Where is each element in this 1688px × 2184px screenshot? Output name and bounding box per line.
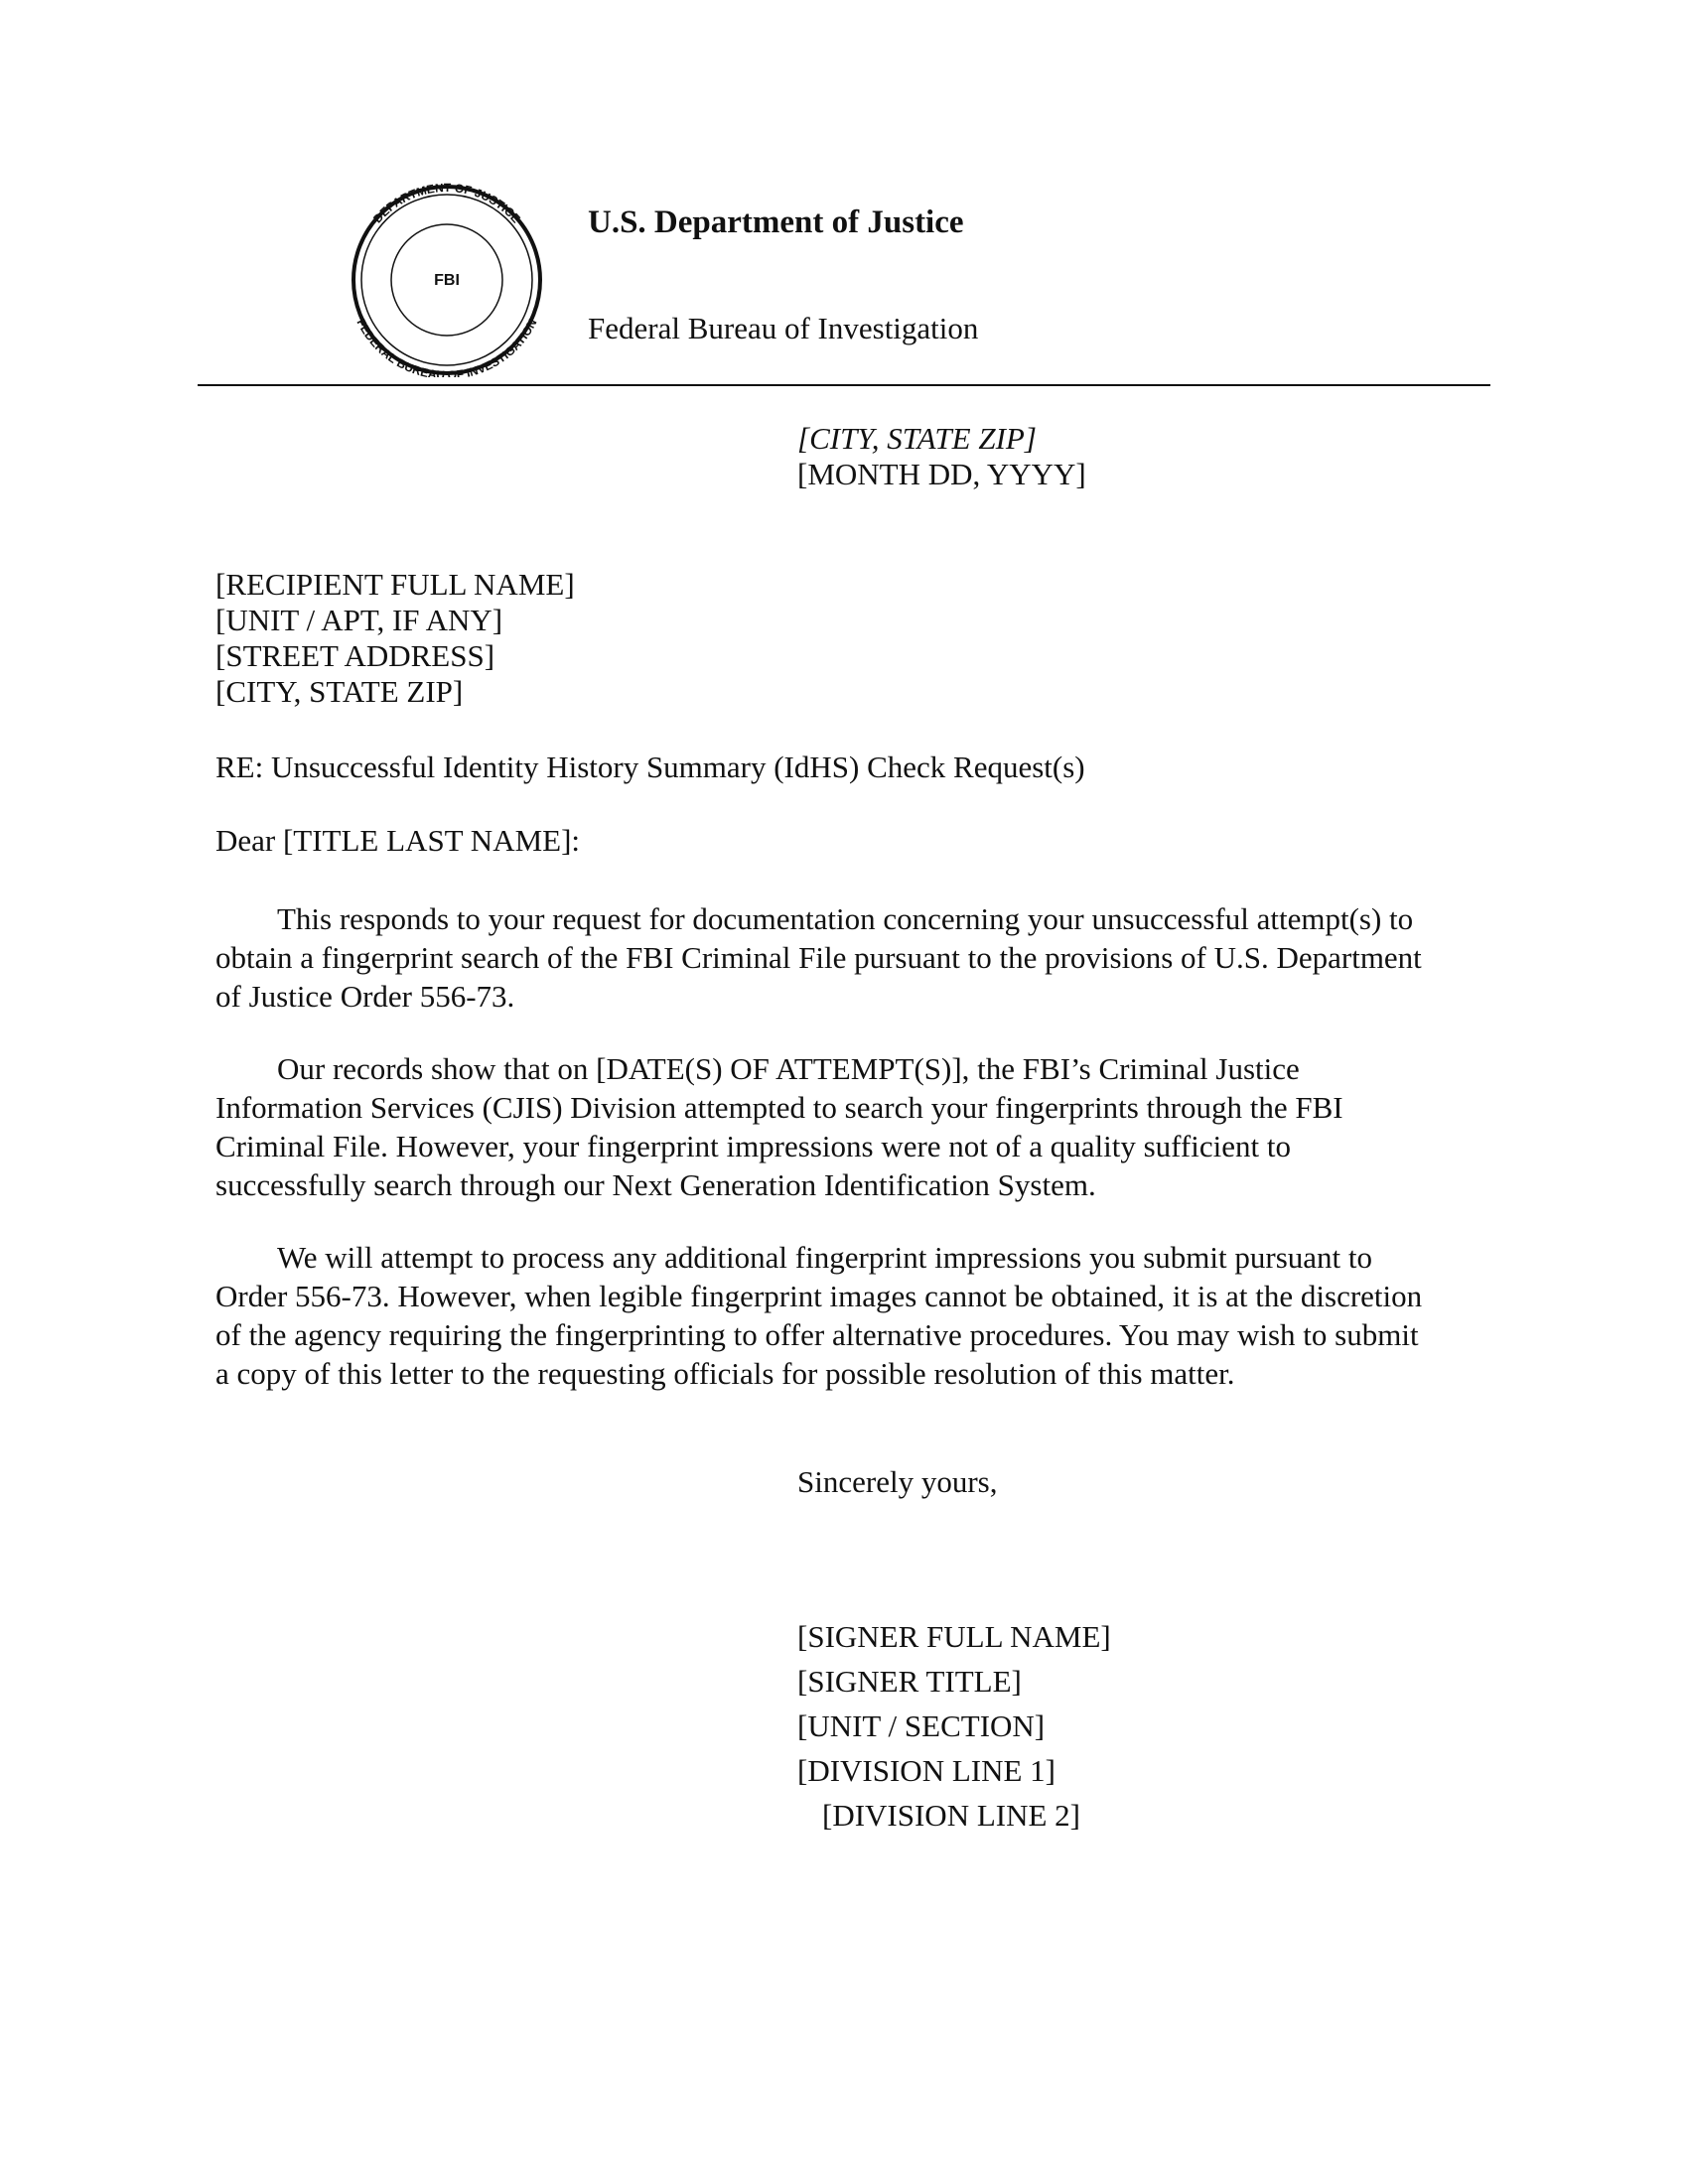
paragraph-line: of Justice Order 556-73.	[215, 979, 515, 1014]
signer-name: [SIGNER FULL NAME]	[797, 1619, 1111, 1654]
paragraph-line: a copy of this letter to the requesting officials for possible resolution of this matter.	[215, 1356, 1235, 1391]
paragraph-line: Our records show that on [DATE(S) OF ATTEMPT(S)], the FBI’s Criminal Justice	[277, 1051, 1300, 1086]
letter-location: [CITY, STATE ZIP]	[797, 421, 1037, 456]
signer-unit: [UNIT / SECTION]	[797, 1708, 1046, 1743]
department-title: U.S. Department of Justice	[588, 205, 964, 240]
body-paragraph-3	[215, 1238, 1506, 1393]
bureau-name: Federal Bureau of Investigation	[588, 311, 979, 345]
recipient-street: [STREET ADDRESS]	[215, 638, 495, 673]
body-paragraph-1	[215, 899, 1506, 1016]
paragraph-line: This responds to your request for documentation concerning your unsuccessful attempt(s) to	[277, 901, 1414, 936]
closing: Sincerely yours,	[797, 1464, 998, 1499]
paragraph-line: We will attempt to process any additional fingerprint impressions you submit pursuant to	[277, 1240, 1372, 1275]
place-date-block	[797, 421, 1086, 492]
seal-bottom-text: FEDERAL BUREAU OF INVESTIGATION	[353, 316, 540, 377]
seal-top-text: DEPARTMENT OF JUSTICE	[370, 183, 523, 226]
recipient-city: [CITY, STATE ZIP]	[215, 674, 464, 709]
signature-block	[797, 1614, 1111, 1838]
recipient-address-block	[215, 567, 575, 710]
signer-division-line-1: [DIVISION LINE 1]	[797, 1753, 1055, 1788]
signer-division-line-2: [DIVISION LINE 2]	[822, 1798, 1080, 1833]
paragraph-line: successfully search through our Next Generation Identification System.	[215, 1167, 1096, 1202]
body-paragraph-2	[215, 1049, 1506, 1204]
paragraph-line: Order 556-73. However, when legible fingerprint images cannot be obtained, it is at the discretion	[215, 1279, 1423, 1313]
paragraph-line: of the agency requiring the fingerprinting to offer alternative procedures. You may wish to submit	[215, 1317, 1419, 1352]
signer-title: [SIGNER TITLE]	[797, 1664, 1022, 1699]
letter-date: [MONTH DD, YYYY]	[797, 457, 1086, 491]
seal-center-text: FBI	[434, 272, 460, 289]
header-divider	[198, 384, 1490, 386]
fbi-seal	[324, 183, 570, 377]
paragraph-line: obtain a fingerprint search of the FBI Criminal File pursuant to the provisions of U.S. Department	[215, 940, 1422, 975]
salutation: Dear [TITLE LAST NAME]:	[215, 823, 581, 858]
paragraph-line: Criminal File. However, your fingerprint impressions were not of a quality sufficient to	[215, 1129, 1291, 1163]
subject-line: RE: Unsuccessful Identity History Summary (IdHS) Check Request(s)	[215, 750, 1085, 784]
seal-graphic	[324, 183, 570, 377]
paragraph-line: Information Services (CJIS) Division attempted to search your fingerprints through the FBI	[215, 1090, 1343, 1125]
recipient-unit: [UNIT / APT, IF ANY]	[215, 603, 503, 637]
recipient-name: [RECIPIENT FULL NAME]	[215, 567, 575, 602]
